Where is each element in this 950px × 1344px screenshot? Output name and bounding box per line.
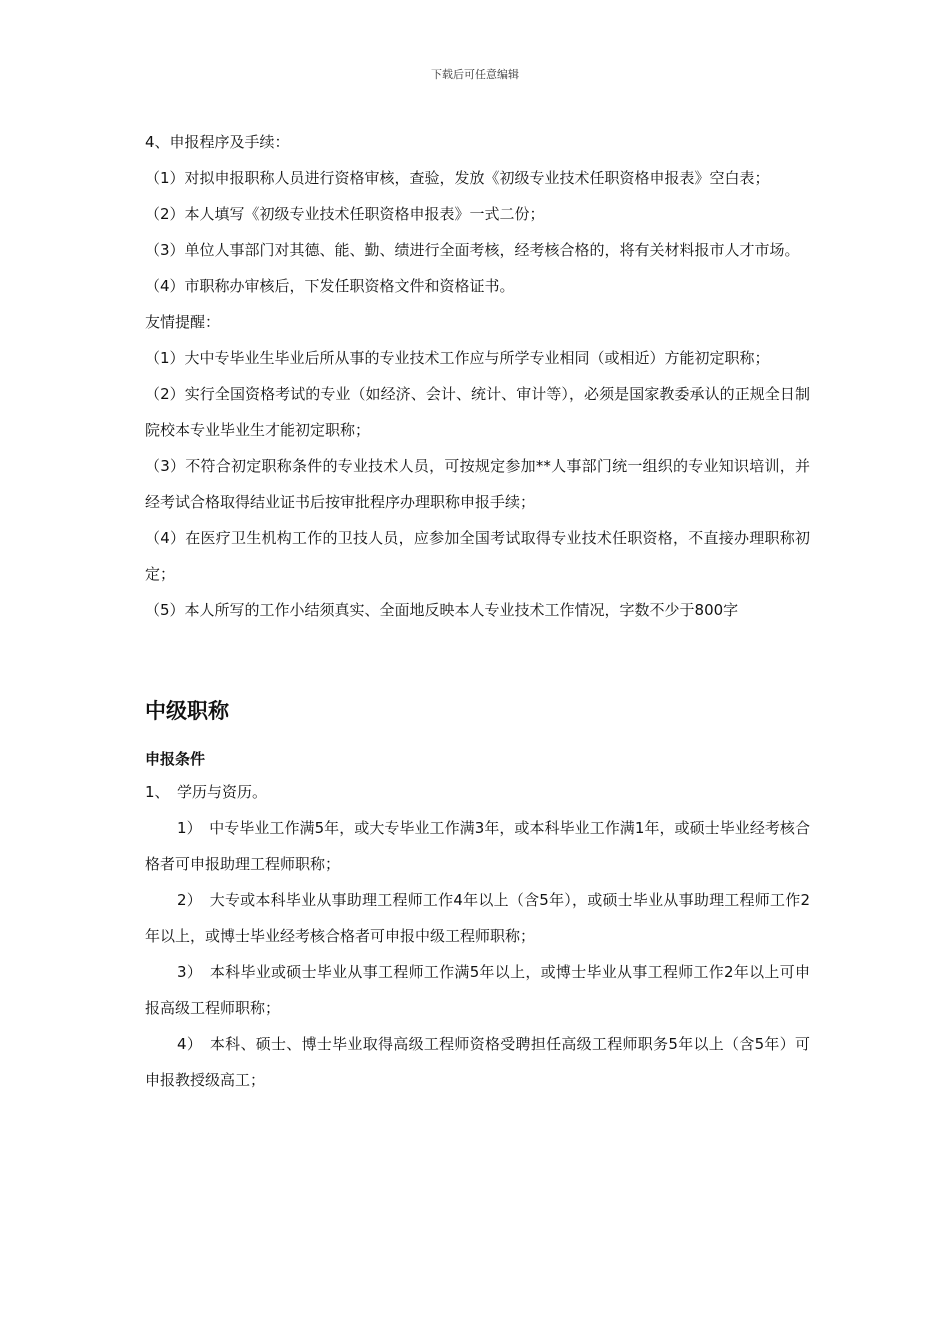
reminder-item: （5）本人所写的工作小结须真实、全面地反映本人专业技术工作情况，字数不少于800字 [145,601,739,619]
subsection-heading: 申报条件 [145,750,206,768]
document-body [145,124,810,1098]
condition-point: 1、 学历与资历。 [145,783,268,801]
reminder-item: （3）不符合初定职称条件的专业技术人员，可按规定参加**人事部门统一组织的专业知识培训，并经考试合格取得结业证书后按审批程序办理职称申报手续； [145,457,810,511]
reminder-item: （4）在医疗卫生机构工作的卫技人员，应参加全国考试取得专业技术任职资格，不直接办理职称初定； [145,529,810,583]
procedure-item: （3）单位人事部门对其德、能、勤、绩进行全面考核，经考核合格的，将有关材料报市人才市场。 [145,241,800,259]
section-heading: 中级职称 [145,699,229,723]
page-header: 下载后可任意编辑 [431,68,519,81]
procedure-item: （1）对拟申报职称人员进行资格审核，查验，发放《初级专业技术任职资格申报表》空白表； [145,169,770,187]
procedure-item: （2）本人填写《初级专业技术任职资格申报表》一式二份； [145,205,545,223]
spacer [145,726,810,744]
reminder-item: （1）大中专毕业生毕业后所从事的专业技术工作应与所学专业相同（或相近）方能初定职称； [145,349,770,367]
reminder-item: （2）实行全国资格考试的专业（如经济、会计、统计、审计等），必须是国家教委承认的正规全日制院校本专业毕业生才能初定职称； [145,385,810,439]
condition-item: 3） 本科毕业或硕士毕业从事工程师工作满5年以上，或博士毕业从事工程师工作2年以上可申报高级工程师职称； [145,963,810,1017]
spacer [145,628,810,696]
procedure-item: （4）市职称办审核后，下发任职资格文件和资格证书。 [145,277,515,295]
condition-item: 2） 大专或本科毕业从事助理工程师工作4年以上（含5年），或硕士毕业从事助理工程师工作2年以上，或博士毕业经考核合格者可申报中级工程师职称； [145,891,810,945]
condition-item: 1） 中专毕业工作满5年，或大专毕业工作满3年，或本科毕业工作满1年，或硕士毕业经考核合格者可申报助理工程师职称； [145,819,810,873]
condition-item: 4） 本科、硕士、博士毕业取得高级工程师资格受聘担任高级工程师职务5年以上（含5年）可申报教授级高工； [145,1035,810,1089]
section-title: 4、申报程序及手续： [145,133,290,151]
reminder-title: 友情提醒： [145,313,221,331]
